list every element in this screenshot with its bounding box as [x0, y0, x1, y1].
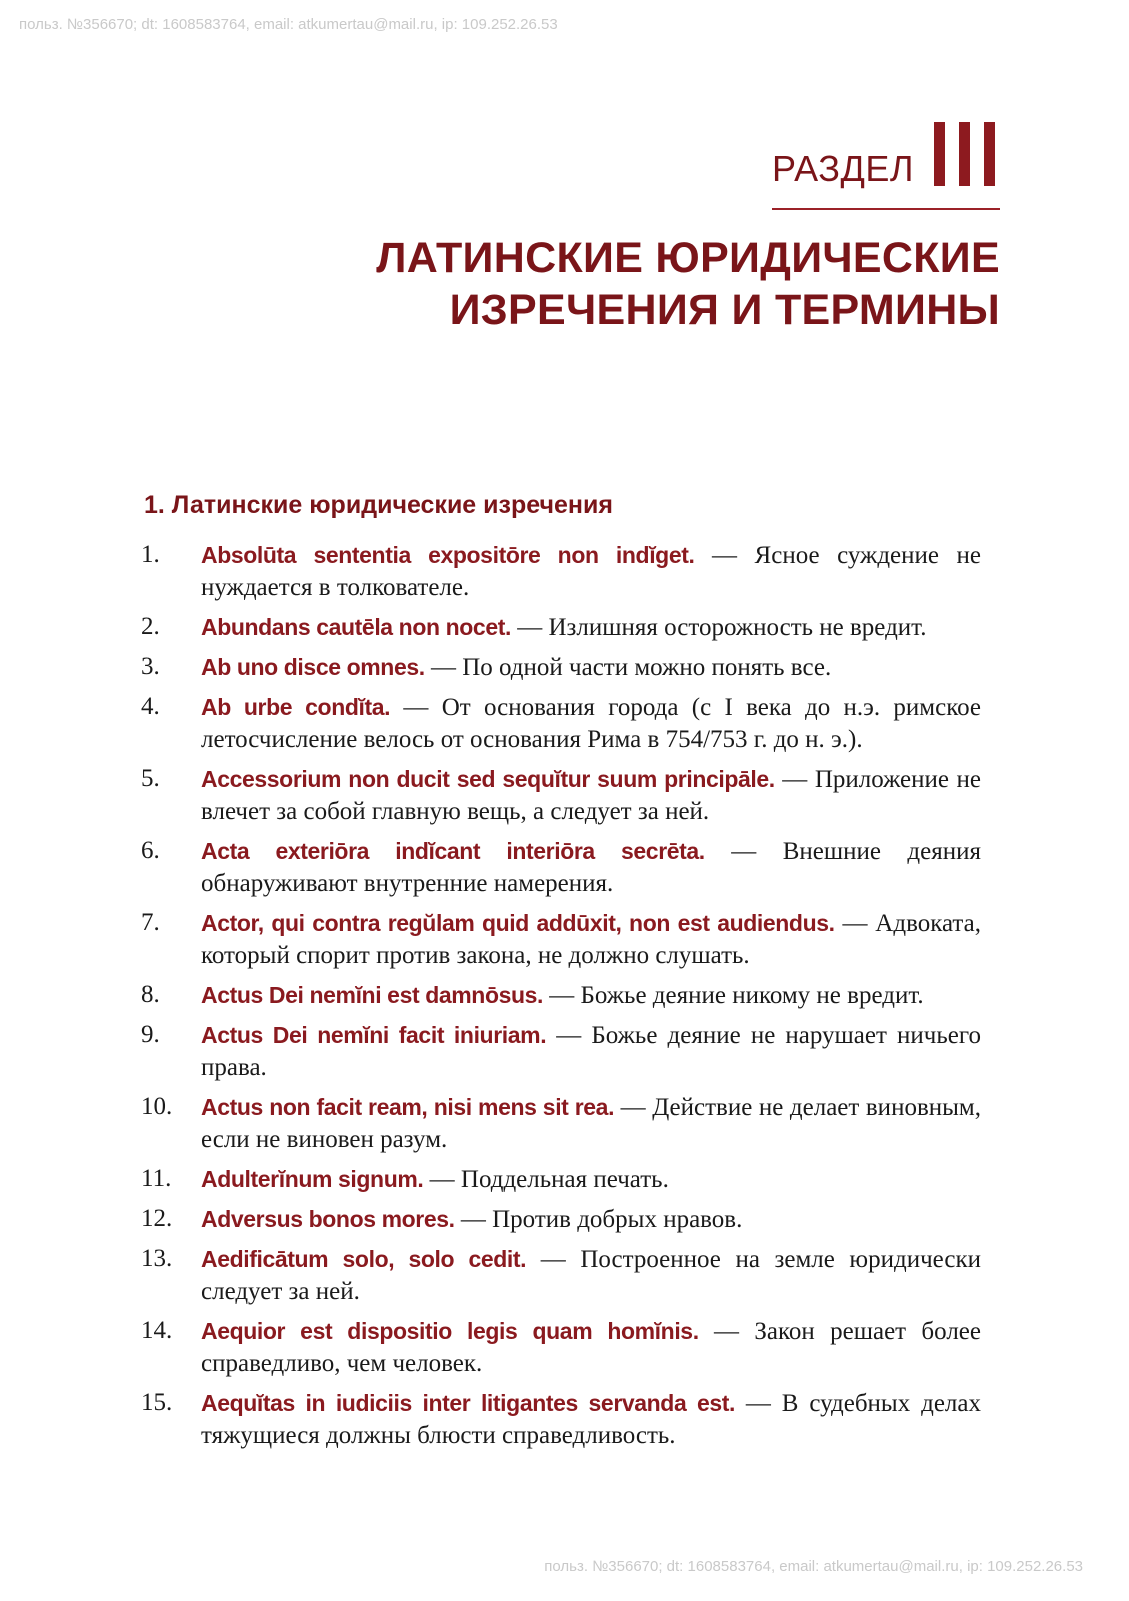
list-item [141, 979, 981, 1012]
page-title-line-1: ЛАТИНСКИЕ ЮРИДИЧЕСКИЕ [376, 234, 1000, 282]
latin-phrase: Adulterĭnum signum. [201, 1166, 424, 1192]
latin-phrase: Adversus bonos mores. [201, 1206, 455, 1232]
item-number: 11. [141, 1165, 172, 1192]
list-item [141, 907, 981, 972]
translation: — Поддельная печать. [423, 1166, 669, 1193]
item-number: 4. [141, 693, 160, 720]
translation: — Закон решает более справедливо, чем человек. [201, 1318, 981, 1377]
list-item [141, 1203, 981, 1236]
list-item [141, 1387, 981, 1452]
translation: — По одной части можно понять все. [424, 654, 832, 681]
translation: — Действие не делает виновным, если не виновен разум. [201, 1094, 981, 1153]
page-title-line-2: ИЗРЕЧЕНИЯ И ТЕРМИНЫ [449, 286, 1000, 334]
list-item [141, 1091, 981, 1156]
latin-phrase: Actus non facit ream, nisi mens sit rea. [201, 1094, 615, 1120]
item-number: 5. [141, 765, 160, 792]
latin-phrase: Ab urbe condĭta. [201, 694, 391, 720]
latin-phrase: Actus Dei nemĭni est damnōsus. [201, 982, 544, 1008]
item-number: 6. [141, 837, 160, 864]
translation: — Божье деяние никому не вредит. [543, 982, 924, 1009]
translation: — Ясное суждение не нуждается в толкователе. [201, 542, 982, 601]
latin-phrase: Aequĭtas in iudiciis inter litigantes servanda est. [201, 1390, 735, 1416]
translation: — Против добрых нравов. [454, 1206, 743, 1233]
translation: — От основания города (с I века до н.э. римское летосчисление велось от основания Рима в 754/753 г. до н. э.). [201, 694, 981, 753]
list-item [141, 1163, 981, 1196]
item-number: 14. [141, 1317, 173, 1344]
item-number: 9. [141, 1021, 160, 1048]
translation: — Внешние деяния обнаруживают внутренние намерения. [201, 838, 981, 897]
item-number: 15. [141, 1389, 173, 1416]
latin-phrase: Actus Dei nemĭni facit iniuriam. [201, 1022, 547, 1048]
item-number: 10. [141, 1093, 173, 1120]
item-number: 3. [141, 653, 160, 680]
list-item [141, 539, 981, 604]
item-number: 7. [141, 909, 160, 936]
item-number: 13. [141, 1245, 173, 1272]
section-heading [772, 112, 1000, 210]
translation: — Адвоката, который спорит против закона, не должно слушать. [201, 910, 981, 969]
list-item [141, 691, 981, 756]
latin-phrase: Abundans cautēla non nocet. [201, 614, 511, 640]
latin-phrase: Aedificātum solo, solo cedit. [201, 1246, 527, 1272]
list-item [141, 651, 981, 684]
latin-phrase: Actor, qui contra regŭlam quid addūxit, non est audiendus. [201, 910, 835, 936]
list-item [141, 763, 981, 828]
item-number: 1. [141, 541, 160, 568]
latin-phrase: Ab uno disce omnes. [201, 654, 425, 680]
list-item [141, 835, 981, 900]
list-item [141, 1019, 981, 1084]
translation: — Излишняя осторожность не вредит. [510, 614, 927, 641]
translation: — Божье деяние не нарушает ничьего права. [201, 1022, 982, 1081]
page-title [200, 232, 1000, 336]
watermark-bottom: польз. №356670; dt: 1608583764, email: atkumertau@mail.ru, ip: 109.252.26.53 [544, 1558, 1083, 1575]
list-item [141, 611, 981, 644]
latin-phrase: Acta exteriōra indĭcant interiōra secrēta. [201, 838, 705, 864]
maxims-list [141, 539, 981, 1459]
section-label: РАЗДЕЛ [772, 148, 914, 189]
list-item [141, 1315, 981, 1380]
latin-phrase: Absolūta sententia expositōre non indĭget. [201, 542, 695, 568]
item-number: 8. [141, 981, 160, 1008]
latin-phrase: Aequior est dispositio legis quam homĭnis. [201, 1318, 699, 1344]
list-item [141, 1243, 981, 1308]
roman-numeral-stroke [984, 122, 995, 186]
item-number: 2. [141, 613, 160, 640]
latin-phrase: Accessorium non ducit sed sequĭtur suum principāle. [201, 766, 775, 792]
roman-numeral-stroke [934, 122, 945, 186]
translation: — В судебных делах тяжущиеся должны блюсти справедливость. [201, 1390, 981, 1449]
watermark-top: польз. №356670; dt: 1608583764, email: atkumertau@mail.ru, ip: 109.252.26.53 [19, 16, 558, 33]
roman-numeral-stroke [959, 122, 970, 186]
translation: — Приложение не влечет за собой главную вещь, а следует за ней. [201, 766, 981, 825]
item-number: 12. [141, 1205, 173, 1232]
section-number-roman [934, 122, 995, 186]
translation: — Построенное на земле юридически следует за ней. [201, 1246, 981, 1305]
subsection-heading: 1. Латинские юридические изречения [144, 491, 613, 519]
